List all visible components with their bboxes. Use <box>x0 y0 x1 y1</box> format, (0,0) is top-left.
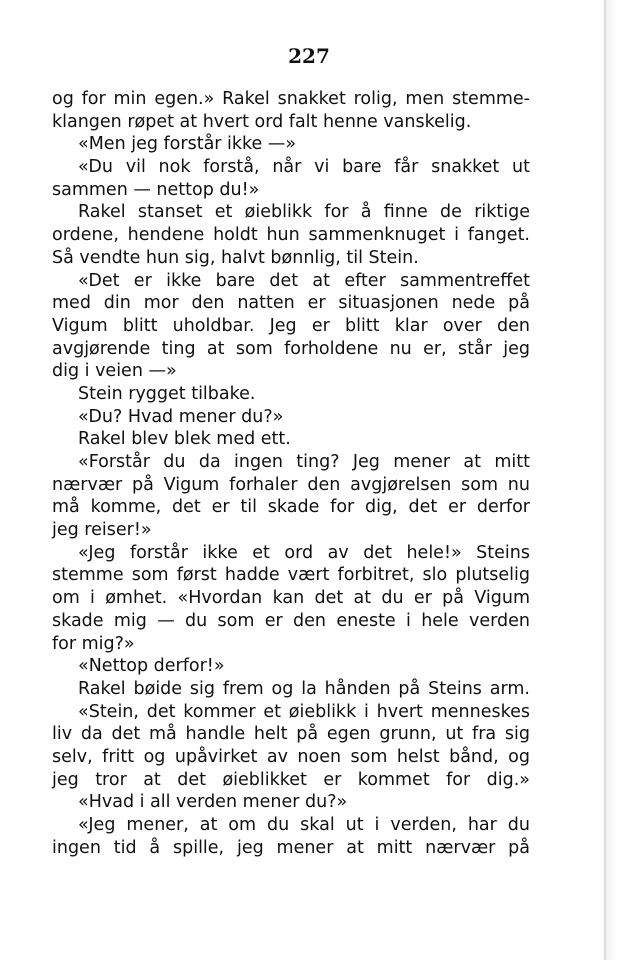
text-line: må komme, det er til skade for dig, det er derfor <box>52 497 530 518</box>
text-line: Rakel bøide sig frem og la hånden på Steins arm. <box>78 678 530 699</box>
text-line: «Hvad i all verden mener du?» <box>78 792 348 813</box>
page-edge <box>604 0 618 960</box>
text-line: «Forstår du da ingen ting? Jeg mener at mitt <box>78 452 530 472</box>
text-line: «Nettop derfor!» <box>78 656 225 677</box>
text-line: stemme som først hadde vært forbitret, slo plutselig <box>52 565 530 586</box>
text-line: jeg tror at det øieblikket er kommet for dig.» <box>52 769 530 790</box>
text-line: og for min egen.» Rakel snakket rolig, men stemme- <box>52 89 530 109</box>
text-line: liv da det må handle helt på egen grunn, ut fra sig <box>52 724 530 745</box>
text-line: ingen tid å spille, jeg mener at mitt nærvær på <box>52 837 530 858</box>
text-line: «Det er ikke bare det at efter sammentreffet <box>78 270 530 291</box>
text-line: klangen røpet at hvert ord falt henne vanskelig. <box>52 111 472 132</box>
text-line: Vigum blitt uholdbar. Jeg er blitt klar over den <box>52 315 530 336</box>
text-line: Rakel stanset et øieblikk for å finne de riktige <box>78 202 530 223</box>
text-line: Så vendte hun sig, halvt bønnlig, til Stein. <box>52 247 419 268</box>
text-line: «Jeg mener, at om du skal ut i verden, har du <box>78 815 530 835</box>
page-number: 227 <box>288 44 330 68</box>
text-line: med din mor den natten er situasjonen nede på <box>52 293 530 314</box>
text-line: avgjørende ting at som forholdene nu er, står jeg <box>52 338 530 359</box>
text-line: nærvær på Vigum forhaler den avgjørelsen som nu <box>52 474 530 495</box>
text-line: «Du vil nok forstå, når vi bare får snakket ut <box>78 157 530 178</box>
text-line: «Stein, det kommer et øieblikk i hvert menneskes <box>78 701 530 722</box>
text-line: «Jeg forstår ikke et ord av det hele!» Steins <box>78 542 530 563</box>
text-line: selv, fritt og upåvirket av noen som helst bånd, og <box>52 746 530 767</box>
body-text <box>52 88 530 859</box>
text-line: Stein rygget tilbake. <box>78 383 256 404</box>
text-line: sammen — nettop du!» <box>52 179 260 200</box>
text-line: «Men jeg forstår ikke —» <box>78 134 297 155</box>
text-line: jeg reiser!» <box>52 520 152 541</box>
text-line: ordene, hendene holdt hun sammenknuget i fanget. <box>52 225 530 246</box>
text-line: Rakel blev blek med ett. <box>78 429 291 450</box>
text-line: dig i veien —» <box>52 361 177 382</box>
text-line: «Du? Hvad mener du?» <box>78 406 284 427</box>
text-line: for mig?» <box>52 633 135 654</box>
text-line: skade mig — du som er den eneste i hele verden <box>52 610 530 631</box>
text-line: om i ømhet. «Hvordan kan det at du er på Vigum <box>52 588 530 609</box>
